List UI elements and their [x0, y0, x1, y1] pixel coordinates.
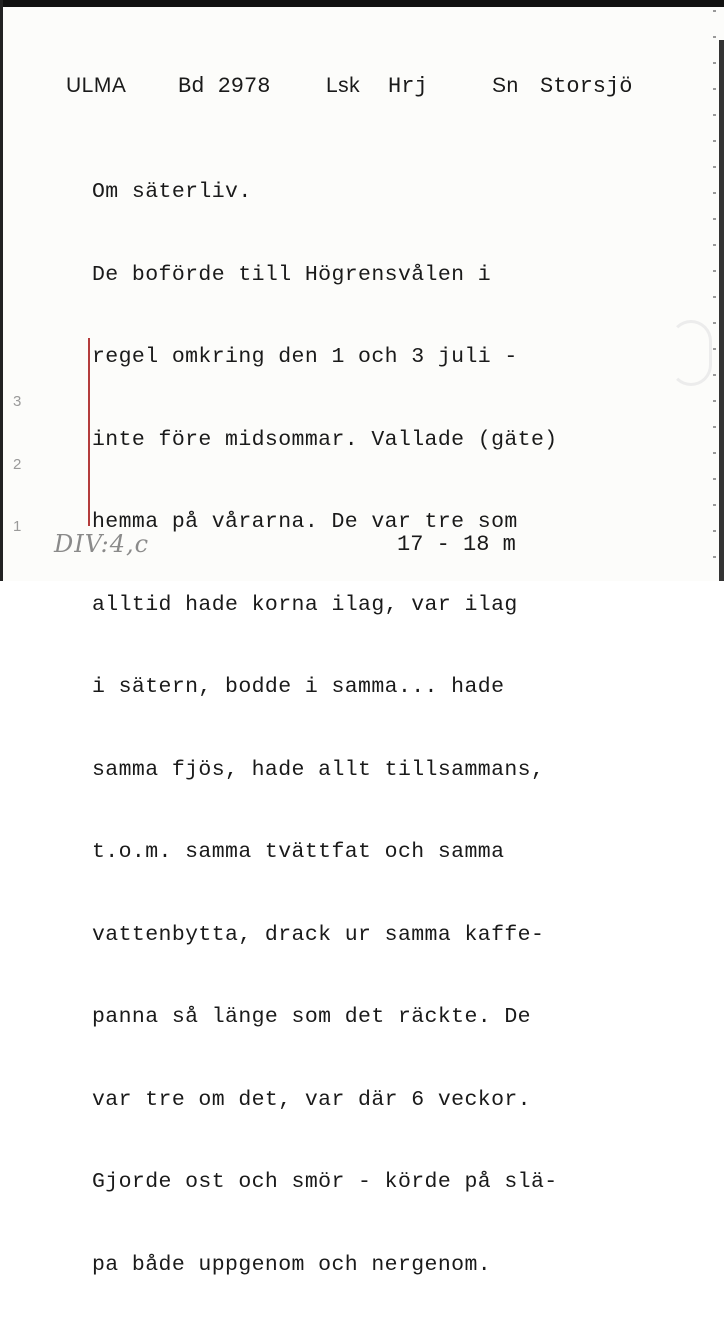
text-line: samma fjös, hade allt tillsammans,	[92, 757, 545, 782]
sn-value: Storsjö	[540, 74, 633, 99]
page-reference: 17 - 18 m	[397, 532, 516, 557]
text-line: De boförde till Högrensvålen i	[92, 262, 492, 287]
card-right-perforation	[713, 10, 716, 570]
text-line: Om säterliv.	[92, 180, 252, 204]
text-line: regel omkring den 1 och 3 juli -	[92, 345, 518, 369]
text-line: hemma på vårarna. De var tre som	[92, 510, 518, 534]
text-line: panna så länge som det räckte. De	[92, 1005, 531, 1029]
text-line: var tre om det, var där 6 veckor.	[92, 1087, 531, 1112]
text-line: t.o.m. samma tvättfat och samma	[92, 840, 505, 864]
card-top-edge	[0, 0, 724, 7]
show-through-mark	[670, 320, 712, 386]
card-right-edge	[719, 40, 724, 581]
text-line: inte före midsommar. Vallade (gäte)	[92, 427, 558, 452]
margin-mark-2: 2	[13, 456, 22, 473]
margin-rule	[88, 338, 90, 526]
card-left-edge	[0, 0, 3, 581]
sn-label: Sn	[492, 74, 519, 97]
text-line: vattenbytta, drack ur samma kaffe-	[92, 922, 545, 947]
text-line: alltid hade korna ilag, var ilag	[92, 592, 518, 617]
handwritten-classification: DIV:4,c	[54, 530, 150, 558]
card-body-text	[92, 124, 558, 1334]
text-line: Gjorde ost och smör - körde på slä-	[92, 1170, 558, 1194]
lsk-label: Lsk	[326, 74, 361, 97]
lsk-value: Hrj	[388, 74, 428, 99]
margin-mark-3: 3	[13, 393, 22, 410]
card-header	[66, 74, 686, 104]
margin-mark-1: 1	[13, 518, 22, 535]
volume-number: Bd 2978	[178, 74, 271, 99]
text-line: pa både uppgenom och nergenom.	[92, 1252, 492, 1277]
text-line: i sätern, bodde i samma... hade	[92, 675, 505, 699]
archive-code: ULMA	[66, 74, 127, 97]
